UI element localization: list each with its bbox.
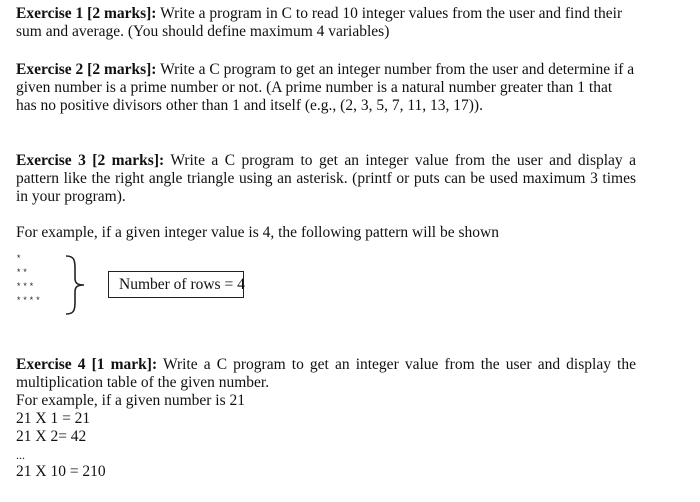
exercise-3-text: Write a C program to get an integer value from the user and display a pattern like the right angle triangle using an asterisk. (printf or puts can be used maximum 3 times in your program).	[16, 152, 637, 205]
exercise-4-example: For example, if a given number is 21	[16, 392, 246, 409]
pattern-row: ****	[16, 296, 42, 306]
exercise-1-text: Write a program in C to read 10 integer values from the user and find their sum and average. (You should define maximum 4 variables)	[16, 5, 623, 40]
exercise-3-example: For example, if a given integer value is 4, the following pattern will be shown	[16, 224, 499, 241]
table-line: 21 X 2= 42	[16, 428, 87, 445]
pattern-row: ***	[16, 282, 36, 292]
right-brace-icon	[62, 254, 92, 316]
table-line: 21 X 1 = 21	[16, 410, 91, 427]
exercise-1-title: Exercise 1 [2 marks]:	[16, 5, 157, 22]
exercise-2-text: Write a C program to get an integer number from the user and determine if a given number is a prime number or not. (A prime number is a natural number greater than 1 that has no positive divisors other than 1 and itself (e.g., (2, 3, 5, 7, 11, 13, 17)).	[16, 61, 635, 114]
pattern-row: **	[16, 268, 29, 278]
table-line: 21 X 10 = 210	[16, 463, 106, 480]
exercise-1-paragraph	[16, 5, 636, 41]
rows-count-box: Number of rows = 4	[108, 271, 244, 298]
exercise-3-paragraph	[16, 152, 636, 206]
exercise-4-paragraph	[16, 356, 636, 392]
exercise-4-title: Exercise 4 [1 mark]:	[16, 356, 158, 373]
asterisk-pattern	[16, 252, 42, 308]
exercise-2-paragraph	[16, 61, 636, 115]
exercise-2-title: Exercise 2 [2 marks]:	[16, 61, 157, 78]
ellipsis: ...	[16, 448, 25, 462]
exercise-3-title: Exercise 3 [2 marks]:	[16, 152, 165, 169]
exercise-4-text: Write a C program to get an integer value from the user and display the multiplication table of the given number.	[16, 356, 636, 391]
pattern-row: *	[16, 254, 23, 264]
